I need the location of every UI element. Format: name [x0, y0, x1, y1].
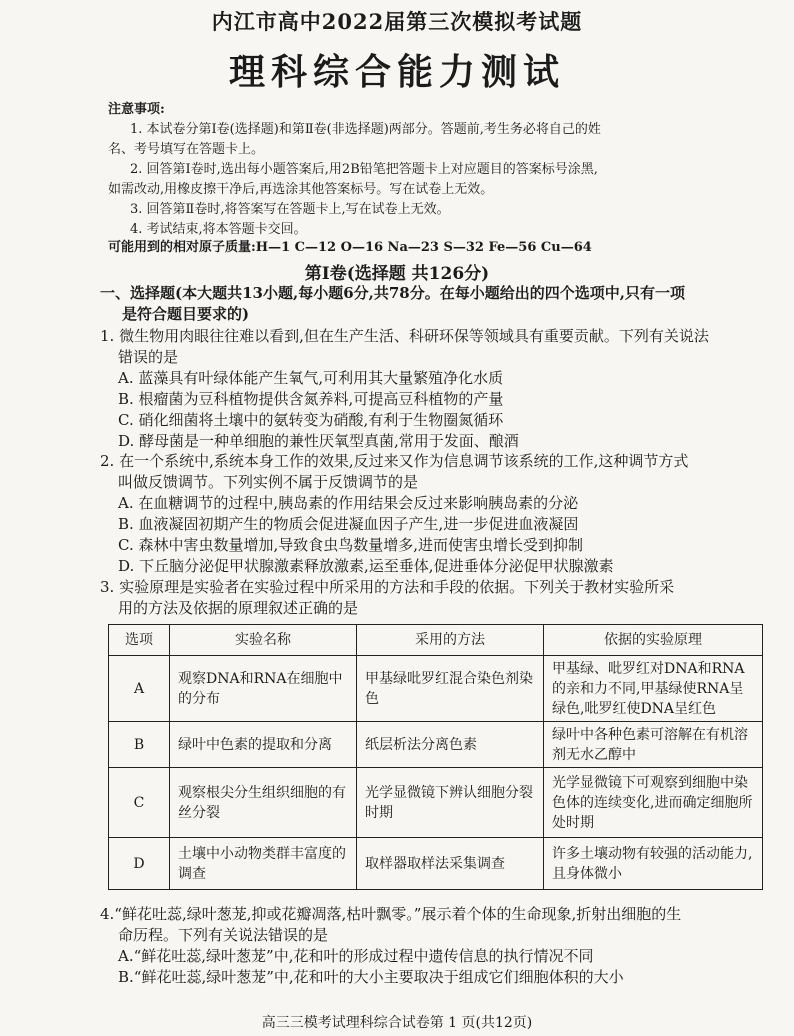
option-d: D. 酵母菌是一种单细胞的兼性厌氧型真菌,常用于发面、酿酒	[118, 432, 519, 450]
section-heading: 第Ⅰ卷(选择题 共126分)	[304, 264, 490, 284]
table-cell: 光学显微镜下辨认细胞分裂时期	[357, 768, 544, 838]
exam-subtitle: 理科综合能力测试	[228, 51, 565, 93]
question-stem: 命历程。下列有关说法错误的是	[118, 926, 329, 944]
note-line: 名、考号填写在答题卡上。	[108, 142, 265, 157]
part-line: 一、选择题(本大题共13小题,每小题6分,共78分。在每小题给出的四个选项中,只有一项	[100, 284, 685, 302]
notes-block	[108, 100, 768, 240]
page-footer: 高三三模考试理科综合试卷第 1 页(共12页)	[261, 1015, 533, 1031]
table-cell: 观察根尖分生组织细胞的有丝分裂	[170, 768, 357, 838]
table-cell: 取样器取样法采集调查	[357, 838, 544, 890]
question-stem: 1. 微生物用肉眼往往难以看到,但在生产生活、科研环保等领域具有重要贡献。下列有关说法	[100, 327, 709, 345]
table-header: 依据的实验原理	[544, 625, 763, 656]
note-line: 2. 回答第Ⅰ卷时,选出每小题答案后,用2B铅笔把答题卡上对应题目的答案标号涂黑,	[130, 162, 598, 177]
table-cell: C	[109, 768, 170, 838]
note-line: 如需改动,用橡皮擦干净后,再选涂其他答案标号。写在试卷上无效。	[108, 182, 494, 197]
question-3	[100, 577, 780, 619]
question-stem: 3. 实验原理是实验者在实验过程中所采用的方法和手段的依据。下列关于教材实验所采	[100, 578, 675, 596]
part-line: 是符合题目要求的)	[122, 305, 250, 323]
table-cell: 绿叶中各种色素可溶解在有机溶剂无水乙醇中	[544, 722, 763, 768]
table-cell: 纸层析法分离色素	[357, 722, 544, 768]
note-line: 1. 本试卷分第Ⅰ卷(选择题)和第Ⅱ卷(非选择题)两部分。答题前,考生务必将自己的姓	[130, 122, 601, 137]
table-cell: 光学显微镜下可观察到细胞中染色体的连续变化,进而确定细胞所处时期	[544, 768, 763, 838]
table-header: 选项	[109, 625, 170, 656]
option-a: A. 在血糖调节的过程中,胰岛素的作用结果会反过来影响胰岛素的分泌	[118, 494, 579, 512]
question-stem: 4.“鲜花吐蕊,绿叶葱茏,抑或花瓣凋落,枯叶飘零。”展示着个体的生命现象,折射出细胞的生	[100, 905, 682, 923]
table-row	[109, 838, 763, 890]
table-header: 采用的方法	[357, 625, 544, 656]
option-c: C. 硝化细菌将土壤中的氨转变为硝酸,有利于生物圈氮循环	[118, 411, 504, 429]
question-stem: 叫做反馈调节。下列实例不属于反馈调节的是	[118, 473, 419, 491]
question-1	[100, 326, 780, 452]
notes-heading: 注意事项:	[108, 102, 165, 117]
question-2	[100, 451, 780, 577]
table-row	[109, 656, 763, 722]
part-instructions	[100, 283, 780, 325]
question-4	[100, 904, 780, 988]
table-row	[109, 722, 763, 768]
option-b: B. 根瘤菌为豆科植物提供含氮养料,可提高豆科植物的产量	[118, 390, 504, 408]
table-cell: 甲基绿吡罗红混合染色剂染色	[357, 656, 544, 722]
table-cell: 绿叶中色素的提取和分离	[170, 722, 357, 768]
atomic-masses: 可能用到的相对原子质量:H—1 C—12 O—16 Na—23 S—32 Fe—56 Cu—64	[108, 240, 592, 255]
table-cell: 甲基绿、吡罗红对DNA和RNA的亲和力不同,甲基绿使RNA呈绿色,吡罗红使DNA呈红色	[544, 656, 763, 722]
table-cell: 许多土壤动物有较强的活动能力,且身体微小	[544, 838, 763, 890]
option-a: A. 蓝藻具有叶绿体能产生氧气,可利用其大量繁殖净化水质	[118, 369, 504, 387]
question-stem: 用的方法及依据的原理叙述正确的是	[118, 599, 359, 617]
option-d: D. 下丘脑分泌促甲状腺激素释放激素,运至垂体,促进垂体分泌促甲状腺激素	[118, 557, 614, 575]
exam-title: 内江市高中2022届第三次模拟考试题	[211, 9, 583, 34]
table-header: 实验名称	[170, 625, 357, 656]
table-cell: 土壤中小动物类群丰富度的调查	[170, 838, 357, 890]
question-stem: 错误的是	[118, 348, 179, 366]
option-b: B. 血液凝固初期产生的物质会促进凝血因子产生,进一步促进血液凝固	[118, 515, 579, 533]
note-line: 4. 考试结束,将本答题卡交回。	[130, 222, 307, 237]
table-row	[109, 768, 763, 838]
option-b: B.“鲜花吐蕊,绿叶葱茏”中,花和叶的大小主要取决于组成它们细胞体积的大小	[118, 968, 624, 986]
question-stem: 2. 在一个系统中,系统本身工作的效果,反过来又作为信息调节该系统的工作,这种调节方式	[100, 452, 689, 470]
note-line: 3. 回答第Ⅱ卷时,将答案写在答题卡上,写在试卷上无效。	[130, 202, 450, 217]
option-a: A.“鲜花吐蕊,绿叶葱茏”中,花和叶的形成过程中遗传信息的执行情况不同	[118, 947, 594, 965]
experiment-table	[108, 624, 763, 890]
table-cell: 观察DNA和RNA在细胞中的分布	[170, 656, 357, 722]
option-c: C. 森林中害虫数量增加,导致食虫鸟数量增多,进而使害虫增长受到抑制	[118, 536, 584, 554]
table-cell: D	[109, 838, 170, 890]
table-cell: B	[109, 722, 170, 768]
table-cell: A	[109, 656, 170, 722]
table-header-row	[109, 625, 763, 656]
